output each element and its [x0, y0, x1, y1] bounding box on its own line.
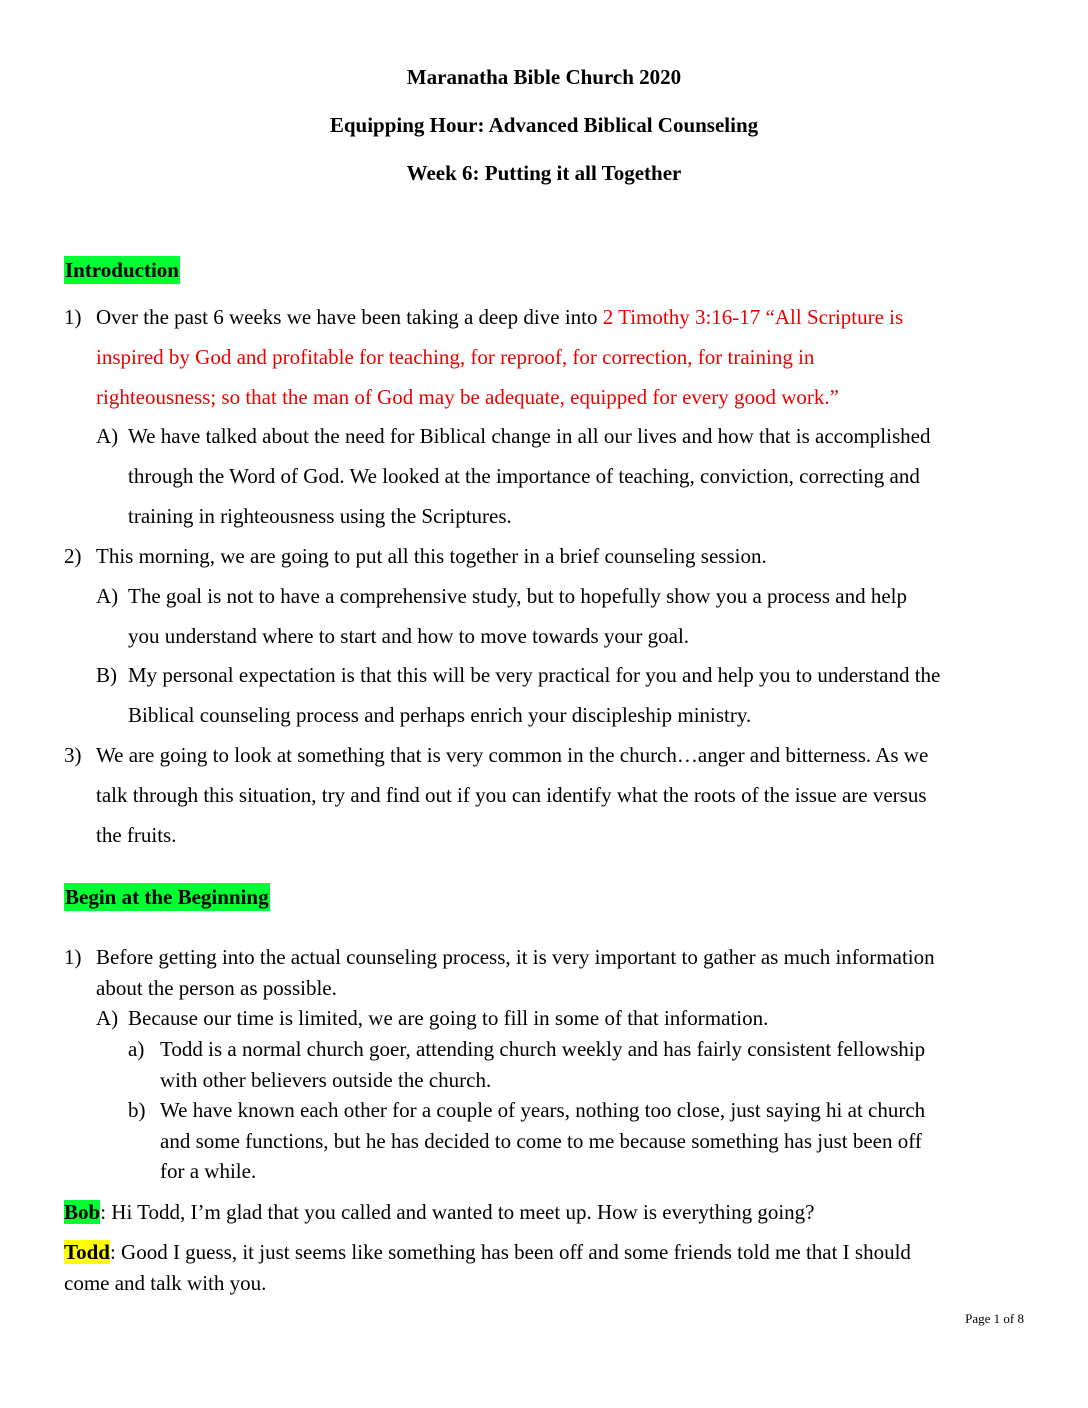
week-title: Week 6: Putting it all Together — [406, 161, 682, 185]
text-line: training in righteousness using the Scriptures. — [128, 503, 512, 528]
list-marker: 1) — [64, 945, 82, 969]
dialogue-bob — [64, 1197, 815, 1228]
scripture-quote-line: righteousness; so that the man of God may be adequate, equipped for every good work.” — [96, 384, 839, 409]
beginning-item-1 — [96, 942, 935, 1003]
text-line: We have known each other for a couple of years, nothing too close, just saying hi at church — [160, 1098, 926, 1122]
list-marker: B) — [96, 663, 117, 687]
text-line: through the Word of God. We looked at the importance of teaching, conviction, correcting and — [128, 463, 920, 488]
text-line: We have talked about the need for Biblical change in all our lives and how that is accomplished — [128, 424, 931, 448]
text-line: The goal is not to have a comprehensive study, but to hopefully show you a process and help — [128, 584, 907, 608]
list-marker: 3) — [64, 743, 82, 767]
text-line: with other believers outside the church. — [160, 1067, 492, 1092]
list-marker: A) — [96, 1006, 119, 1030]
beginning-item-1-sub-a: Because our time is limited, we are going to fill in some of that information. — [128, 1006, 769, 1030]
list-marker: b) — [128, 1098, 146, 1122]
text-line: Todd is a normal church goer, attending church weekly and has fairly consistent fellowship — [160, 1037, 926, 1061]
course-title: Equipping Hour: Advanced Biblical Counseling — [329, 113, 759, 137]
bob-line: : Hi Todd, I’m glad that you called and wanted to meet up. How is everything going? — [100, 1200, 815, 1224]
list-marker: A) — [96, 424, 119, 448]
intro-item-1 — [96, 298, 903, 417]
text-line: My personal expectation is that this will be very practical for you and help you to understand the — [128, 663, 941, 687]
page-number: Page 1 of 8 — [965, 1311, 1024, 1326]
intro-item-2: This morning, we are going to put all this together in a brief counseling session. — [96, 544, 767, 568]
text-line: talk through this situation, try and find out if you can identify what the roots of the issue are versus — [96, 782, 927, 807]
intro-item-3 — [96, 736, 928, 855]
todd-line-continued: come and talk with you. — [64, 1270, 267, 1295]
intro-item-1-text: Over the past 6 weeks we have been taking a deep dive into — [96, 305, 603, 329]
intro-item-2-sub-a — [128, 577, 907, 657]
intro-item-1-sub-a — [128, 417, 930, 536]
text-line: you understand where to start and how to move towards your goal. — [128, 623, 690, 648]
intro-item-2-sub-b — [128, 656, 940, 736]
text-line: We are going to look at something that is very common in the church…anger and bitterness. As we — [96, 743, 929, 767]
todd-line: : Good I guess, it just seems like something has been off and some friends told me that I should — [109, 1240, 911, 1264]
scripture-quote: 2 Timothy 3:16-17 “All Scripture is — [602, 305, 904, 329]
speaker-bob-label: Bob — [64, 1200, 101, 1224]
beginning-sub-a-point-a — [160, 1034, 925, 1095]
introduction-heading: Introduction — [65, 258, 179, 282]
begin-heading: Begin at the Beginning — [65, 885, 269, 909]
text-line: Before getting into the actual counseling process, it is very important to gather as much information — [96, 945, 935, 969]
text-line: the fruits. — [96, 822, 177, 847]
text-line: for a while. — [160, 1159, 257, 1183]
text-line: about the person as possible. — [96, 975, 337, 1000]
list-marker: 2) — [64, 544, 82, 568]
dialogue-todd — [64, 1237, 911, 1298]
list-marker: a) — [128, 1037, 145, 1061]
list-marker: 1) — [64, 305, 82, 329]
scripture-quote-line: inspired by God and profitable for teaching, for reproof, for correction, for training in — [96, 344, 815, 369]
church-title: Maranatha Bible Church 2020 — [406, 65, 682, 89]
text-line: Biblical counseling process and perhaps enrich your discipleship ministry. — [128, 702, 752, 727]
list-marker: A) — [96, 584, 119, 608]
speaker-todd-label: Todd — [64, 1240, 110, 1264]
text-line: and some functions, but he has decided to come to me because something has just been off — [160, 1128, 922, 1153]
beginning-sub-a-point-b — [160, 1095, 925, 1187]
